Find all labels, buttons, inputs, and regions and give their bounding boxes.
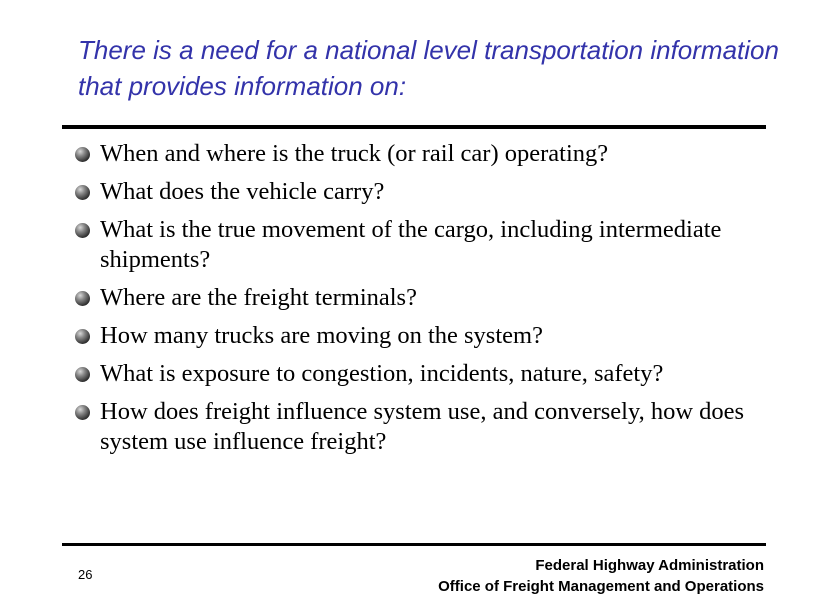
- bullet-text: What is exposure to congestion, incidents, nature, safety?: [100, 360, 664, 387]
- bullet-text: When and where is the truck (or rail car) operating?: [100, 140, 609, 167]
- slide-title: There is a need for a national level transportation information that provides information on:: [78, 35, 779, 101]
- sphere-bullet-icon: [75, 405, 90, 420]
- bullet-text: What does the vehicle carry?: [100, 178, 385, 205]
- sphere-bullet-icon: [75, 147, 90, 162]
- bullet-text: How many trucks are moving on the system?: [100, 322, 543, 349]
- sphere-bullet-icon: [75, 329, 90, 344]
- footer-org-line2: Office of Freight Management and Operations: [438, 578, 764, 595]
- list-item: [74, 397, 764, 457]
- list-item: [74, 283, 764, 313]
- page-number: 26: [78, 567, 93, 582]
- footer-divider: [62, 543, 766, 546]
- footer-organization: [438, 555, 764, 597]
- list-item: [74, 321, 764, 351]
- footer-org-line1: Federal Highway Administration: [535, 557, 764, 574]
- title-divider: [62, 125, 766, 129]
- sphere-bullet-icon: [75, 185, 90, 200]
- bullet-text: What is the true movement of the cargo, including intermediate shipments?: [100, 216, 722, 273]
- list-item: [74, 177, 764, 207]
- sphere-bullet-icon: [75, 223, 90, 238]
- sphere-bullet-icon: [75, 367, 90, 382]
- bullet-text: Where are the freight terminals?: [100, 284, 417, 311]
- list-item: [74, 139, 764, 169]
- bullet-list: [74, 139, 764, 465]
- list-item: [74, 359, 764, 389]
- sphere-bullet-icon: [75, 291, 90, 306]
- list-item: [74, 215, 764, 275]
- bullet-text: How does freight influence system use, and conversely, how does system use influence freight?: [100, 398, 745, 455]
